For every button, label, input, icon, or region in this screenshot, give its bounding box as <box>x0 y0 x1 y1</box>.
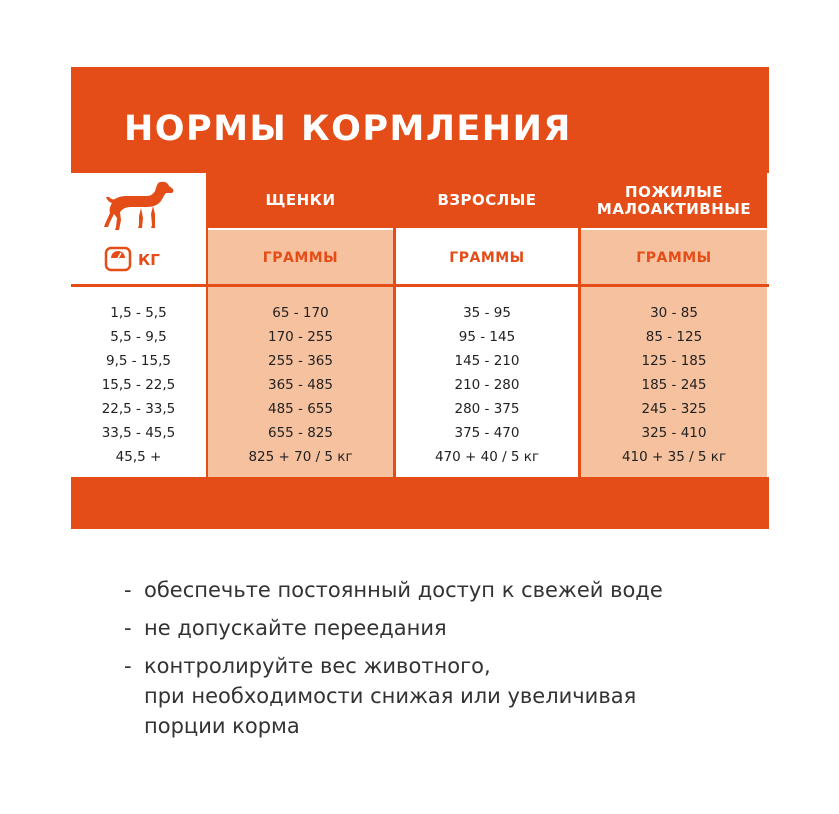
note-item <box>124 613 663 643</box>
note-text-line: контролируйте вес животного, <box>144 654 491 678</box>
column-divider <box>393 173 396 477</box>
value-cell: 255 - 365 <box>268 353 333 369</box>
header-divider <box>71 284 769 287</box>
column-unit-puppies: ГРАММЫ <box>208 230 393 285</box>
values-adults <box>396 301 578 469</box>
column-header-puppies: ЩЕНКИ <box>208 173 393 228</box>
value-cell: 185 - 245 <box>641 377 707 393</box>
value-cell: 170 - 255 <box>268 329 333 345</box>
value-cell: 825 + 70 / 5 кг <box>248 449 353 465</box>
note-dash: - <box>124 578 132 602</box>
feeding-table-frame <box>71 67 769 529</box>
column-divider <box>206 173 208 477</box>
note-text-line: порции корма <box>144 714 300 738</box>
header-seniors-line2: МАЛОАКТИВНЫЕ <box>596 199 752 218</box>
value-cell: 325 - 410 <box>641 425 707 441</box>
column-header-seniors <box>581 173 767 228</box>
weight-row: 15,5 - 22,5 <box>101 377 176 393</box>
note-text-line: при необходимости снижая или увеличивая <box>144 684 637 708</box>
table-title: НОРМЫ КОРМЛЕНИЯ <box>124 109 572 149</box>
weight-row: 5,5 - 9,5 <box>110 329 167 345</box>
column-seniors <box>581 173 767 477</box>
column-divider <box>578 173 581 477</box>
value-cell: 410 + 35 / 5 кг <box>621 449 727 465</box>
column-adults <box>396 173 578 477</box>
value-cell: 485 - 655 <box>268 401 333 417</box>
note-item <box>124 651 663 741</box>
column-puppies <box>208 173 393 477</box>
value-cell: 145 - 210 <box>454 353 520 369</box>
weight-unit-label: КГ <box>138 251 160 269</box>
value-cell: 655 - 825 <box>268 425 333 441</box>
note-text: не допускайте переедания <box>144 616 447 640</box>
value-cell: 35 - 95 <box>463 305 511 321</box>
table-body <box>71 173 769 477</box>
dog-icon <box>103 180 175 234</box>
weight-row: 9,5 - 15,5 <box>106 353 171 369</box>
weight-row: 33,5 - 45,5 <box>101 425 176 441</box>
feeding-notes <box>124 575 663 749</box>
column-unit-seniors: ГРАММЫ <box>581 230 767 285</box>
scale-icon <box>104 246 132 272</box>
weight-column <box>71 301 206 469</box>
value-cell: 65 - 170 <box>272 305 329 321</box>
weight-row: 22,5 - 33,5 <box>101 401 176 417</box>
value-cell: 470 + 40 / 5 кг <box>434 449 540 465</box>
column-header-adults: ВЗРОСЛЫЕ <box>396 173 578 228</box>
column-unit-adults: ГРАММЫ <box>396 230 578 285</box>
values-puppies <box>208 301 393 469</box>
note-dash: - <box>124 654 132 678</box>
value-cell: 375 - 470 <box>454 425 520 441</box>
note-item <box>124 575 663 605</box>
weight-header-cell <box>71 173 206 285</box>
value-cell: 280 - 375 <box>454 401 520 417</box>
header-seniors-line1: ПОЖИЛЫЕ <box>625 182 723 201</box>
weight-row: 1,5 - 5,5 <box>110 305 167 321</box>
value-cell: 245 - 325 <box>641 401 707 417</box>
note-text: обеспечьте постоянный доступ к свежей воде <box>144 578 663 602</box>
values-seniors <box>581 301 767 469</box>
value-cell: 125 - 185 <box>641 353 707 369</box>
weight-row: 45,5 + <box>115 449 162 465</box>
value-cell: 95 - 145 <box>458 329 516 345</box>
value-cell: 85 - 125 <box>645 329 703 345</box>
value-cell: 365 - 485 <box>268 377 333 393</box>
value-cell: 210 - 280 <box>454 377 520 393</box>
value-cell: 30 - 85 <box>650 305 698 321</box>
note-dash: - <box>124 616 132 640</box>
